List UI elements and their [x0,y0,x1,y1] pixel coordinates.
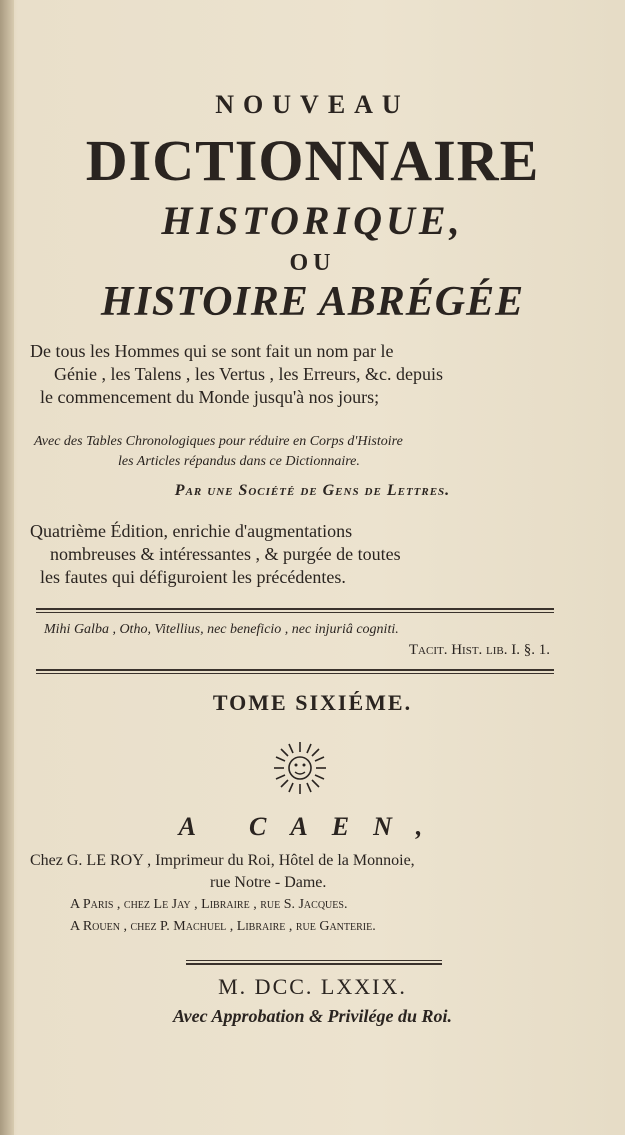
edition-line: Quatrième Édition, enrichie d'augmentations [30,521,353,541]
tables-note [30,432,560,472]
title-dictionnaire: DICTIONNAIRE [85,128,540,193]
epigraph [30,620,560,660]
edition-line: les fautes qui défiguroient les précédentes. [40,567,346,587]
edition-line: nombreuses & intéressantes , & purgée de toutes [50,544,401,564]
imprint-line: A Rouen , chez P. Machuel , Libraire , rue Ganterie. [70,919,376,934]
title-histoire-abregee: HISTOIRE ABRÉGÉE [100,279,525,325]
description-line: Génie , les Talens , les Vertus , les Erreurs, &c. depuis [54,364,443,384]
sun-face-icon [272,740,328,796]
description-line: le commencement du Monde jusqu'à nos jours; [40,387,380,407]
volume-label: TOME SIXIÉME. [212,690,413,715]
edition-note [30,520,560,589]
title-ou: OU [289,250,336,276]
title-nouveau: NOUVEAU [215,90,410,119]
publication-date: M. DCC. LXXIX. [218,974,407,999]
divider-rule [36,669,554,674]
epigraph-quote: Mihi Galba , Otho, Vitellius, nec beneficio , nec injuriâ cogniti. [44,622,399,637]
imprint-line: A Paris , chez Le Jay , Libraire , rue S. Jacques. [70,897,348,912]
divider-rule [186,960,442,965]
divider-rule [36,608,554,613]
approbation-line: Avec Approbation & Privilége du Roi. [173,1006,452,1026]
author-line: Par une Société de Gens de Lettres. [174,482,451,499]
imprint-line: Chez G. LE ROY , Imprimeur du Roi, Hôtel de la Monnoie, [30,852,415,869]
title-historique: HISTORIQUE, [161,198,464,243]
tables-line: les Articles répandus dans ce Dictionnaire. [118,454,360,469]
imprint-line: rue Notre - Dame. [210,874,327,891]
subtitle-description [30,340,560,409]
tables-line: Avec des Tables Chronologiques pour réduire en Corps d'Histoire [34,434,403,449]
imprint [30,850,560,938]
epigraph-source: Tacit. Hist. lib. I. §. 1. [408,642,550,658]
place-of-publication: A CAEN, [178,812,447,841]
description-line: De tous les Hommes qui se sont fait un nom par le [30,341,394,361]
